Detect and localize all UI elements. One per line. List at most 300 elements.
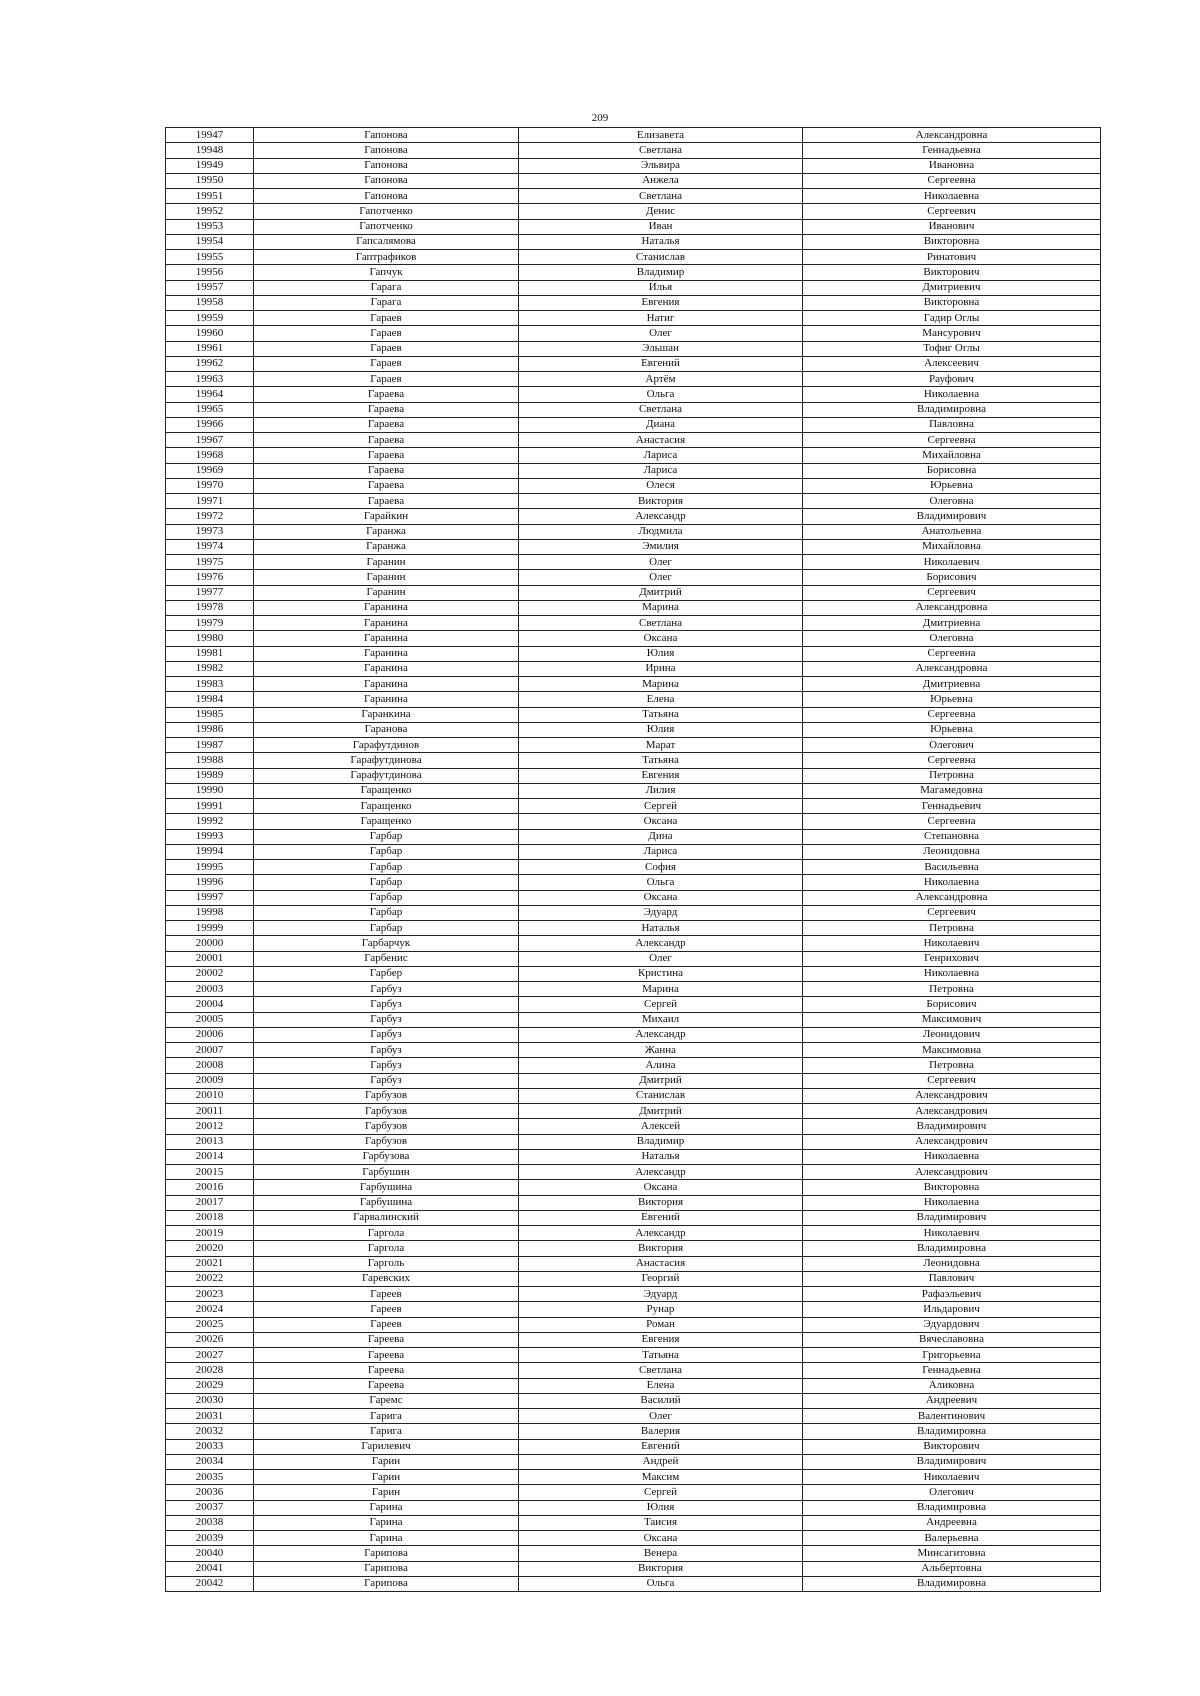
first-name-cell: Юлия: [519, 722, 803, 737]
patronymic-cell: Сергеевич: [803, 1073, 1101, 1088]
patronymic-cell: Сергеевна: [803, 646, 1101, 661]
last-name-cell: Гарбар: [254, 860, 519, 875]
patronymic-cell: Степановна: [803, 829, 1101, 844]
first-name-cell: Лариса: [519, 844, 803, 859]
first-name-cell: Оксана: [519, 1531, 803, 1546]
table-row: [166, 1043, 1101, 1058]
table-row: [166, 265, 1101, 280]
first-name-cell: Елена: [519, 692, 803, 707]
last-name-cell: Гаранина: [254, 692, 519, 707]
last-name-cell: Гараева: [254, 494, 519, 509]
patronymic-cell: Александрович: [803, 1104, 1101, 1119]
patronymic-cell: Петровна: [803, 768, 1101, 783]
last-name-cell: Гапчук: [254, 265, 519, 280]
names-table: [165, 127, 1101, 1592]
table-row: [166, 204, 1101, 219]
row-number-cell: 19974: [166, 539, 254, 554]
patronymic-cell: Владимировна: [803, 1576, 1101, 1591]
last-name-cell: Гарин: [254, 1454, 519, 1469]
table-row: [166, 875, 1101, 890]
first-name-cell: Виктория: [519, 1241, 803, 1256]
last-name-cell: Гарин: [254, 1485, 519, 1500]
table-row: [166, 616, 1101, 631]
last-name-cell: Гаранина: [254, 631, 519, 646]
row-number-cell: 19956: [166, 265, 254, 280]
page-number: 209: [591, 112, 609, 124]
table-row: [166, 814, 1101, 829]
table-row: [166, 189, 1101, 204]
table-row: [166, 1409, 1101, 1424]
row-number-cell: 19982: [166, 661, 254, 676]
row-number-cell: 19984: [166, 692, 254, 707]
patronymic-cell: Гадир Оглы: [803, 311, 1101, 326]
table-row: [166, 646, 1101, 661]
row-number-cell: 20036: [166, 1485, 254, 1500]
first-name-cell: Дмитрий: [519, 585, 803, 600]
last-name-cell: Гарига: [254, 1409, 519, 1424]
first-name-cell: Артём: [519, 372, 803, 387]
last-name-cell: Гараева: [254, 463, 519, 478]
first-name-cell: Александр: [519, 509, 803, 524]
table-row: [166, 1531, 1101, 1546]
table-row: [166, 1348, 1101, 1363]
first-name-cell: Евгений: [519, 1210, 803, 1225]
table-row: [166, 1317, 1101, 1332]
table-row: [166, 158, 1101, 173]
patronymic-cell: Анатольевна: [803, 524, 1101, 539]
patronymic-cell: Олегович: [803, 1485, 1101, 1500]
first-name-cell: Денис: [519, 204, 803, 219]
row-number-cell: 19994: [166, 844, 254, 859]
first-name-cell: Иван: [519, 219, 803, 234]
row-number-cell: 20023: [166, 1287, 254, 1302]
first-name-cell: Кристина: [519, 966, 803, 981]
patronymic-cell: Михайловна: [803, 448, 1101, 463]
table-row: [166, 677, 1101, 692]
row-number-cell: 20033: [166, 1439, 254, 1454]
last-name-cell: Гарголь: [254, 1256, 519, 1271]
row-number-cell: 19959: [166, 311, 254, 326]
table-row: [166, 1546, 1101, 1561]
table-row: [166, 250, 1101, 265]
first-name-cell: Сергей: [519, 1485, 803, 1500]
last-name-cell: Гараева: [254, 417, 519, 432]
patronymic-cell: Александрович: [803, 1165, 1101, 1180]
first-name-cell: Елизавета: [519, 128, 803, 143]
row-number-cell: 19958: [166, 295, 254, 310]
first-name-cell: Таисия: [519, 1515, 803, 1530]
table-row: [166, 890, 1101, 905]
patronymic-cell: Александрович: [803, 1088, 1101, 1103]
last-name-cell: Гарипова: [254, 1576, 519, 1591]
row-number-cell: 19978: [166, 600, 254, 615]
last-name-cell: Гапонова: [254, 158, 519, 173]
patronymic-cell: Андреевич: [803, 1393, 1101, 1408]
last-name-cell: Гапонова: [254, 189, 519, 204]
row-number-cell: 20025: [166, 1317, 254, 1332]
last-name-cell: Гареева: [254, 1348, 519, 1363]
patronymic-cell: Ринатович: [803, 250, 1101, 265]
first-name-cell: Роман: [519, 1317, 803, 1332]
row-number-cell: 19955: [166, 250, 254, 265]
last-name-cell: Гарбенис: [254, 951, 519, 966]
last-name-cell: Гарбушина: [254, 1195, 519, 1210]
row-number-cell: 20028: [166, 1363, 254, 1378]
first-name-cell: Светлана: [519, 189, 803, 204]
table-row: [166, 356, 1101, 371]
first-name-cell: Юлия: [519, 1500, 803, 1515]
first-name-cell: Лариса: [519, 448, 803, 463]
last-name-cell: Гараев: [254, 326, 519, 341]
row-number-cell: 20008: [166, 1058, 254, 1073]
table-row: [166, 600, 1101, 615]
table-row: [166, 860, 1101, 875]
patronymic-cell: Владимирович: [803, 1454, 1101, 1469]
patronymic-cell: Дмитриевич: [803, 280, 1101, 295]
row-number-cell: 19952: [166, 204, 254, 219]
last-name-cell: Гарина: [254, 1531, 519, 1546]
patronymic-cell: Владимировна: [803, 1241, 1101, 1256]
patronymic-cell: Максимовна: [803, 1043, 1101, 1058]
first-name-cell: Светлана: [519, 143, 803, 158]
patronymic-cell: Сергеевич: [803, 905, 1101, 920]
last-name-cell: Гарбар: [254, 921, 519, 936]
row-number-cell: 19960: [166, 326, 254, 341]
row-number-cell: 19988: [166, 753, 254, 768]
table-row: [166, 1165, 1101, 1180]
row-number-cell: 20012: [166, 1119, 254, 1134]
last-name-cell: Гарвалинский: [254, 1210, 519, 1225]
last-name-cell: Гарафутдинова: [254, 753, 519, 768]
first-name-cell: Олег: [519, 951, 803, 966]
table-row: [166, 1210, 1101, 1225]
patronymic-cell: Владимировна: [803, 402, 1101, 417]
patronymic-cell: Сергеевна: [803, 814, 1101, 829]
patronymic-cell: Петровна: [803, 921, 1101, 936]
table-row: [166, 1287, 1101, 1302]
first-name-cell: Александр: [519, 1027, 803, 1042]
patronymic-cell: Юрьевна: [803, 478, 1101, 493]
first-name-cell: Наталья: [519, 921, 803, 936]
row-number-cell: 19965: [166, 402, 254, 417]
last-name-cell: Гараева: [254, 433, 519, 448]
table-row: [166, 1073, 1101, 1088]
patronymic-cell: Сергеевна: [803, 173, 1101, 188]
last-name-cell: Гарбузов: [254, 1134, 519, 1149]
table-row: [166, 311, 1101, 326]
last-name-cell: Гарафутдинов: [254, 738, 519, 753]
patronymic-cell: Александрович: [803, 1134, 1101, 1149]
row-number-cell: 20027: [166, 1348, 254, 1363]
last-name-cell: Гарбар: [254, 890, 519, 905]
patronymic-cell: Олегович: [803, 738, 1101, 753]
patronymic-cell: Николаевна: [803, 875, 1101, 890]
table-row: [166, 1515, 1101, 1530]
table-row: [166, 982, 1101, 997]
first-name-cell: Олег: [519, 1409, 803, 1424]
patronymic-cell: Дмитриевна: [803, 677, 1101, 692]
row-number-cell: 19998: [166, 905, 254, 920]
table-row: [166, 524, 1101, 539]
last-name-cell: Гарбузов: [254, 1088, 519, 1103]
table-row: [166, 402, 1101, 417]
table-row: [166, 829, 1101, 844]
patronymic-cell: Ивановна: [803, 158, 1101, 173]
table-row: [166, 570, 1101, 585]
row-number-cell: 19991: [166, 799, 254, 814]
first-name-cell: Андрей: [519, 1454, 803, 1469]
first-name-cell: Натиг: [519, 311, 803, 326]
row-number-cell: 20000: [166, 936, 254, 951]
first-name-cell: Эдуард: [519, 1287, 803, 1302]
patronymic-cell: Владимировна: [803, 1500, 1101, 1515]
first-name-cell: Эльвира: [519, 158, 803, 173]
patronymic-cell: Александровна: [803, 661, 1101, 676]
last-name-cell: Гаранина: [254, 646, 519, 661]
first-name-cell: Марина: [519, 677, 803, 692]
first-name-cell: Марат: [519, 738, 803, 753]
table-row: [166, 1439, 1101, 1454]
patronymic-cell: Петровна: [803, 982, 1101, 997]
patronymic-cell: Александровна: [803, 890, 1101, 905]
last-name-cell: Гарбуз: [254, 1012, 519, 1027]
first-name-cell: Станислав: [519, 250, 803, 265]
last-name-cell: Гарин: [254, 1470, 519, 1485]
row-number-cell: 20034: [166, 1454, 254, 1469]
first-name-cell: Марина: [519, 982, 803, 997]
first-name-cell: Георгий: [519, 1271, 803, 1286]
table-row: [166, 555, 1101, 570]
first-name-cell: Оксана: [519, 631, 803, 646]
last-name-cell: Гареев: [254, 1287, 519, 1302]
first-name-cell: Илья: [519, 280, 803, 295]
row-number-cell: 19950: [166, 173, 254, 188]
table-row: [166, 799, 1101, 814]
row-number-cell: 20014: [166, 1149, 254, 1164]
patronymic-cell: Юрьевна: [803, 722, 1101, 737]
table-row: [166, 128, 1101, 143]
patronymic-cell: Геннадьевна: [803, 1363, 1101, 1378]
patronymic-cell: Николаевна: [803, 1149, 1101, 1164]
table-row: [166, 417, 1101, 432]
patronymic-cell: Геннадьевна: [803, 143, 1101, 158]
first-name-cell: Наталья: [519, 1149, 803, 1164]
last-name-cell: Гаранина: [254, 616, 519, 631]
patronymic-cell: Борисовна: [803, 463, 1101, 478]
row-number-cell: 20030: [166, 1393, 254, 1408]
table-row: [166, 1363, 1101, 1378]
row-number-cell: 20026: [166, 1332, 254, 1347]
last-name-cell: Гаремс: [254, 1393, 519, 1408]
table-row: [166, 661, 1101, 676]
last-name-cell: Гаранкина: [254, 707, 519, 722]
patronymic-cell: Владимирович: [803, 509, 1101, 524]
last-name-cell: Гаревских: [254, 1271, 519, 1286]
first-name-cell: Оксана: [519, 1180, 803, 1195]
row-number-cell: 20024: [166, 1302, 254, 1317]
patronymic-cell: Викторовна: [803, 295, 1101, 310]
row-number-cell: 19961: [166, 341, 254, 356]
first-name-cell: Оксана: [519, 890, 803, 905]
patronymic-cell: Валентинович: [803, 1409, 1101, 1424]
table-row: [166, 936, 1101, 951]
row-number-cell: 19971: [166, 494, 254, 509]
table-row: [166, 1241, 1101, 1256]
last-name-cell: Гарафутдинова: [254, 768, 519, 783]
first-name-cell: Жанна: [519, 1043, 803, 1058]
patronymic-cell: Леонидович: [803, 1027, 1101, 1042]
table-row: [166, 234, 1101, 249]
table-row: [166, 844, 1101, 859]
row-number-cell: 19973: [166, 524, 254, 539]
row-number-cell: 19954: [166, 234, 254, 249]
table-row: [166, 295, 1101, 310]
patronymic-cell: Рафаэльевич: [803, 1287, 1101, 1302]
table-row: [166, 753, 1101, 768]
row-number-cell: 20007: [166, 1043, 254, 1058]
row-number-cell: 19995: [166, 860, 254, 875]
first-name-cell: Людмила: [519, 524, 803, 539]
patronymic-cell: Ильдарович: [803, 1302, 1101, 1317]
patronymic-cell: Александровна: [803, 600, 1101, 615]
patronymic-cell: Рауфович: [803, 372, 1101, 387]
last-name-cell: Гарбузова: [254, 1149, 519, 1164]
row-number-cell: 19967: [166, 433, 254, 448]
first-name-cell: Виктория: [519, 1195, 803, 1210]
first-name-cell: Анастасия: [519, 1256, 803, 1271]
first-name-cell: Евгения: [519, 768, 803, 783]
last-name-cell: Гареева: [254, 1363, 519, 1378]
row-number-cell: 19962: [166, 356, 254, 371]
patronymic-cell: Алексеевич: [803, 356, 1101, 371]
patronymic-cell: Викторовна: [803, 1180, 1101, 1195]
row-number-cell: 20021: [166, 1256, 254, 1271]
row-number-cell: 20037: [166, 1500, 254, 1515]
table-body: [166, 128, 1101, 1592]
patronymic-cell: Александровна: [803, 128, 1101, 143]
first-name-cell: Максим: [519, 1470, 803, 1485]
first-name-cell: Олеся: [519, 478, 803, 493]
last-name-cell: Гараев: [254, 356, 519, 371]
row-number-cell: 20010: [166, 1088, 254, 1103]
last-name-cell: Гапотченко: [254, 204, 519, 219]
patronymic-cell: Сергеевна: [803, 433, 1101, 448]
row-number-cell: 19999: [166, 921, 254, 936]
first-name-cell: Светлана: [519, 616, 803, 631]
table-row: [166, 1149, 1101, 1164]
table-row: [166, 539, 1101, 554]
table-row: [166, 997, 1101, 1012]
table-row: [166, 478, 1101, 493]
table-row: [166, 1500, 1101, 1515]
row-number-cell: 19990: [166, 783, 254, 798]
row-number-cell: 20017: [166, 1195, 254, 1210]
last-name-cell: Гараев: [254, 372, 519, 387]
first-name-cell: Олег: [519, 570, 803, 585]
last-name-cell: Гарбузов: [254, 1104, 519, 1119]
last-name-cell: Гарбар: [254, 829, 519, 844]
table-row: [166, 173, 1101, 188]
last-name-cell: Гараева: [254, 402, 519, 417]
row-number-cell: 19981: [166, 646, 254, 661]
last-name-cell: Гарипова: [254, 1561, 519, 1576]
last-name-cell: Гапонова: [254, 128, 519, 143]
first-name-cell: Виктория: [519, 1561, 803, 1576]
patronymic-cell: Аликовна: [803, 1378, 1101, 1393]
row-number-cell: 19966: [166, 417, 254, 432]
table-row: [166, 1226, 1101, 1241]
row-number-cell: 20020: [166, 1241, 254, 1256]
patronymic-cell: Григорьевна: [803, 1348, 1101, 1363]
row-number-cell: 20004: [166, 997, 254, 1012]
last-name-cell: Гареева: [254, 1332, 519, 1347]
patronymic-cell: Вячеславовна: [803, 1332, 1101, 1347]
patronymic-cell: Николаевич: [803, 555, 1101, 570]
patronymic-cell: Викторович: [803, 1439, 1101, 1454]
patronymic-cell: Минсагитовна: [803, 1546, 1101, 1561]
row-number-cell: 20035: [166, 1470, 254, 1485]
first-name-cell: Татьяна: [519, 707, 803, 722]
first-name-cell: Лариса: [519, 463, 803, 478]
last-name-cell: Гарбар: [254, 905, 519, 920]
first-name-cell: Валерия: [519, 1424, 803, 1439]
patronymic-cell: Мансурович: [803, 326, 1101, 341]
row-number-cell: 20040: [166, 1546, 254, 1561]
table-row: [166, 738, 1101, 753]
patronymic-cell: Тофиг Оглы: [803, 341, 1101, 356]
last-name-cell: Гарбуз: [254, 1043, 519, 1058]
row-number-cell: 20029: [166, 1378, 254, 1393]
first-name-cell: Анжела: [519, 173, 803, 188]
last-name-cell: Гаращенко: [254, 814, 519, 829]
patronymic-cell: Дмитриевна: [803, 616, 1101, 631]
table-row: [166, 707, 1101, 722]
table-row: [166, 1378, 1101, 1393]
row-number-cell: 19957: [166, 280, 254, 295]
table-row: [166, 966, 1101, 981]
row-number-cell: 19983: [166, 677, 254, 692]
table-row: [166, 1302, 1101, 1317]
row-number-cell: 19992: [166, 814, 254, 829]
table-row: [166, 372, 1101, 387]
table-row: [166, 1561, 1101, 1576]
row-number-cell: 19970: [166, 478, 254, 493]
first-name-cell: Олег: [519, 555, 803, 570]
first-name-cell: Эдуард: [519, 905, 803, 920]
patronymic-cell: Николаевна: [803, 966, 1101, 981]
row-number-cell: 19951: [166, 189, 254, 204]
patronymic-cell: Васильевна: [803, 860, 1101, 875]
last-name-cell: Гарбуз: [254, 1027, 519, 1042]
last-name-cell: Гарига: [254, 1424, 519, 1439]
last-name-cell: Гаранин: [254, 585, 519, 600]
patronymic-cell: Олеговна: [803, 494, 1101, 509]
first-name-cell: Виктория: [519, 494, 803, 509]
row-number-cell: 19993: [166, 829, 254, 844]
patronymic-cell: Викторович: [803, 265, 1101, 280]
first-name-cell: Юлия: [519, 646, 803, 661]
last-name-cell: Гареева: [254, 1378, 519, 1393]
row-number-cell: 19985: [166, 707, 254, 722]
row-number-cell: 20042: [166, 1576, 254, 1591]
table-row: [166, 280, 1101, 295]
patronymic-cell: Борисович: [803, 570, 1101, 585]
table-row: [166, 1256, 1101, 1271]
last-name-cell: Гареев: [254, 1302, 519, 1317]
first-name-cell: Елена: [519, 1378, 803, 1393]
last-name-cell: Гарайкин: [254, 509, 519, 524]
last-name-cell: Гарага: [254, 280, 519, 295]
